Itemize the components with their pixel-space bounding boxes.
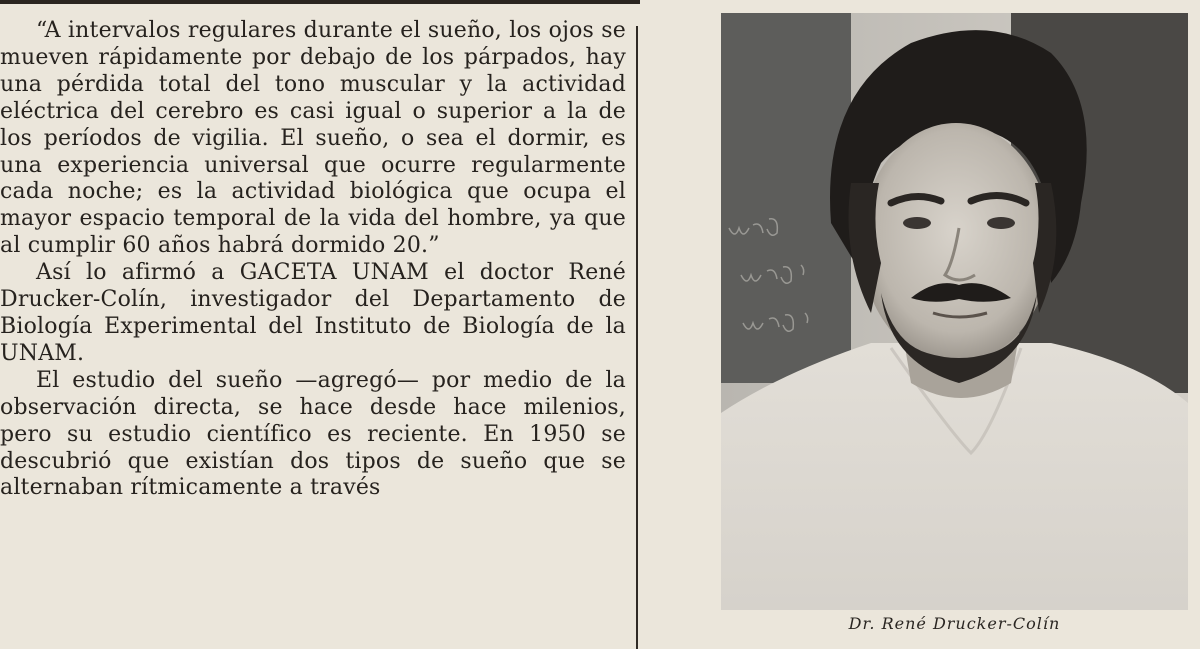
portrait-image	[721, 13, 1188, 610]
article-column	[0, 18, 626, 502]
top-rule	[0, 0, 640, 4]
article-paragraph-3: El estudio del sueño —agregó— por medio de la observación directa, se hace desde hace milenios, pero su estudio científico es reciente. En 1950 se descubrió que existían dos tipos de sueño que se alternaban rítmicamente a través	[0, 367, 626, 501]
article-paragraph-2: Así lo afirmó a GACETA UNAM el doctor René Drucker-Colín, investigador del Departamento de Biología Experimental del Instituto de Biología de la UNAM.	[0, 260, 626, 366]
photo-caption: Dr. René Drucker-Colín	[848, 614, 1061, 633]
column-divider	[636, 26, 638, 649]
portrait-photo	[721, 13, 1188, 610]
right-eye	[987, 217, 1015, 229]
left-eye	[903, 217, 931, 229]
article-paragraph-1: “A intervalos regulares durante el sueño, los ojos se mueven rápidamente por debajo de los párpados, hay una pérdida total del tono muscular y la actividad eléctrica del cerebro es casi igual o superior a la de los períodos de vigilia. El sueño, o sea el dormir, es una experiencia universal que ocurre regularmente cada noche; es la actividad biológica que ocupa el mayor espacio temporal de la vida del hombre, ya que al cumplir 60 años habrá dormido 20.”	[0, 18, 626, 259]
